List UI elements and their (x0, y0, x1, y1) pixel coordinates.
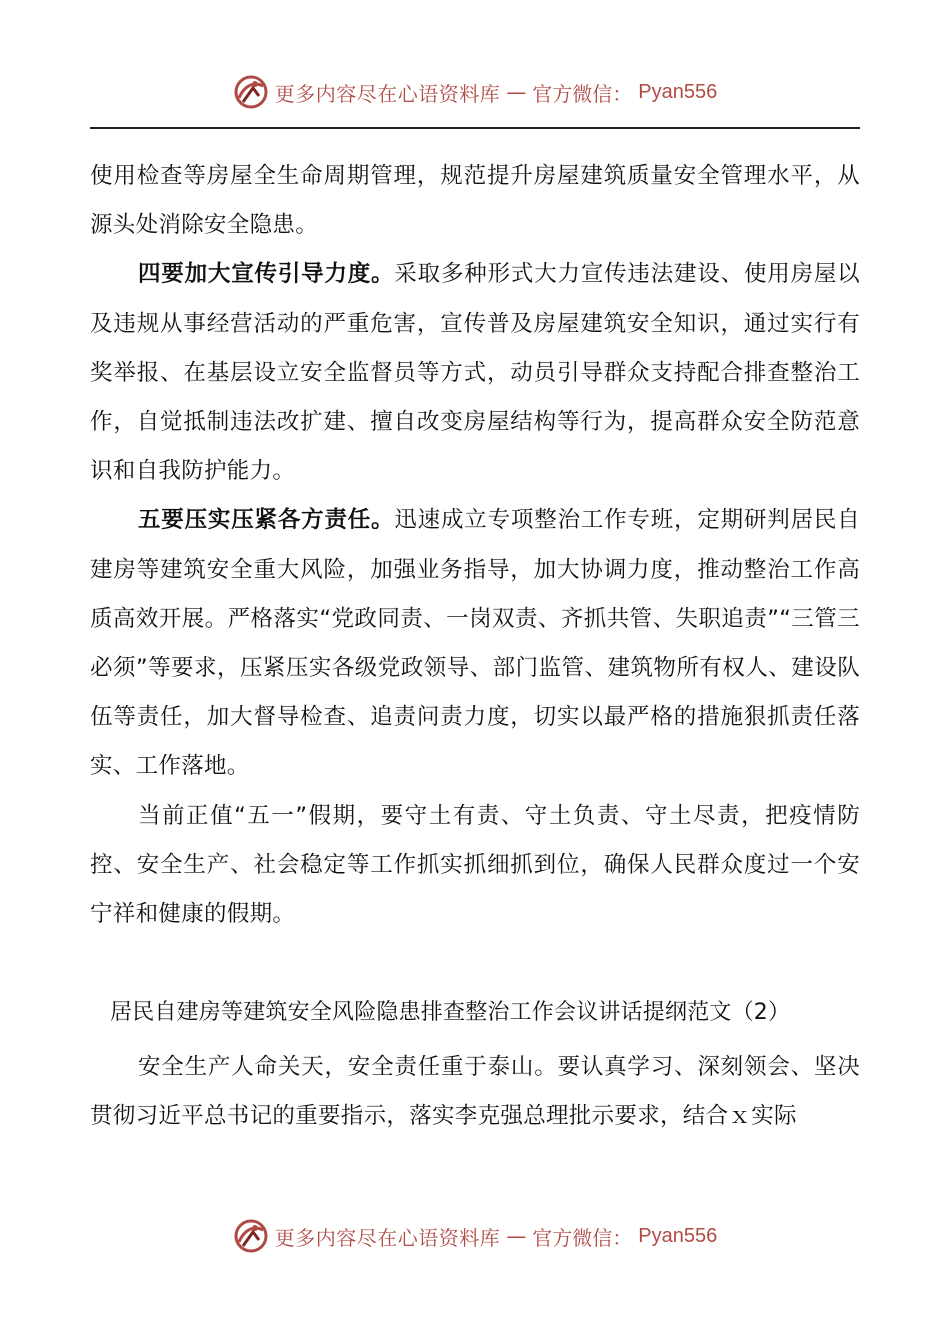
watermark-dash: — (506, 80, 527, 104)
watermark-dash: — (506, 1224, 527, 1248)
paragraph-publicity (90, 250, 860, 496)
watermark-contact-id: Pyan556 (638, 80, 718, 103)
section-spacer (90, 939, 860, 989)
paragraph-responsibility (90, 496, 860, 791)
paragraph-intro: 安全生产人命关天，安全责任重于泰山。要认真学习、深刻领会、坚决贯彻习近平总书记的重要指示，落实李克强总理批示要求，结合ｘ实际 (90, 1054, 860, 1130)
logo-icon (233, 74, 269, 110)
paragraph-text: 采取多种形式大力宣传违法建设、使用房屋以及违规从事经营活动的严重危害，宣传普及房屋建筑安全知识，通过实行有奖举报、在基层设立安全监督员等方式，动员引导群众支持配合排查整治工作，自觉抵制违法改扩建、擅自改变房屋结构等行为，提高群众安全防范意识和自我防护能力。 (90, 261, 860, 485)
document-body (90, 152, 860, 1142)
watermark-contact-label: 官方微信： (532, 1225, 633, 1250)
watermark-contact-id: Pyan556 (638, 1224, 718, 1247)
footer-watermark (0, 1214, 950, 1258)
paragraph-text: 迅速成立专项整治工作专班，定期研判居民自建房等建筑安全重大风险，加强业务指导，加大协调力度，推动整治工作高质高效开展。严格落实“党政同责、一岗双责、齐抓共管、失职追责”“三管三必须”等要求，压紧压实各级党政领导、部门监管、建筑物所有权人、建设队伍等责任，加大督导检查、追责问责力度，切实以最严格的措施狠抓责任落实、工作落地。 (90, 507, 860, 780)
paragraph-lead: 五要压实压紧各方责任。 (138, 507, 395, 534)
header-divider (90, 127, 860, 129)
paragraph-lead: 四要加大宣传引导力度。 (138, 261, 395, 288)
watermark-text: 更多内容尽在心语资料库 (274, 81, 501, 106)
header-watermark (0, 70, 950, 114)
watermark-contact-label: 官方微信： (532, 81, 633, 106)
paragraph-continuation: 使用检查等房屋全生命周期管理，规范提升房屋建筑质量安全管理水平，从源头处消除安全隐患。 (90, 163, 860, 239)
section-title: 居民自建房等建筑安全风险隐患排查整治工作会议讲话提纲范文（2） (110, 1000, 791, 1026)
watermark-text: 更多内容尽在心语资料库 (274, 1225, 501, 1250)
paragraph-holiday: 当前正值“五一”假期，要守土有责、守土负责、守土尽责，把疫情防控、安全生产、社会稳定等工作抓实抓细抓到位，确保人民群众度过一个安宁祥和健康的假期。 (90, 802, 860, 928)
logo-icon (233, 1218, 269, 1254)
